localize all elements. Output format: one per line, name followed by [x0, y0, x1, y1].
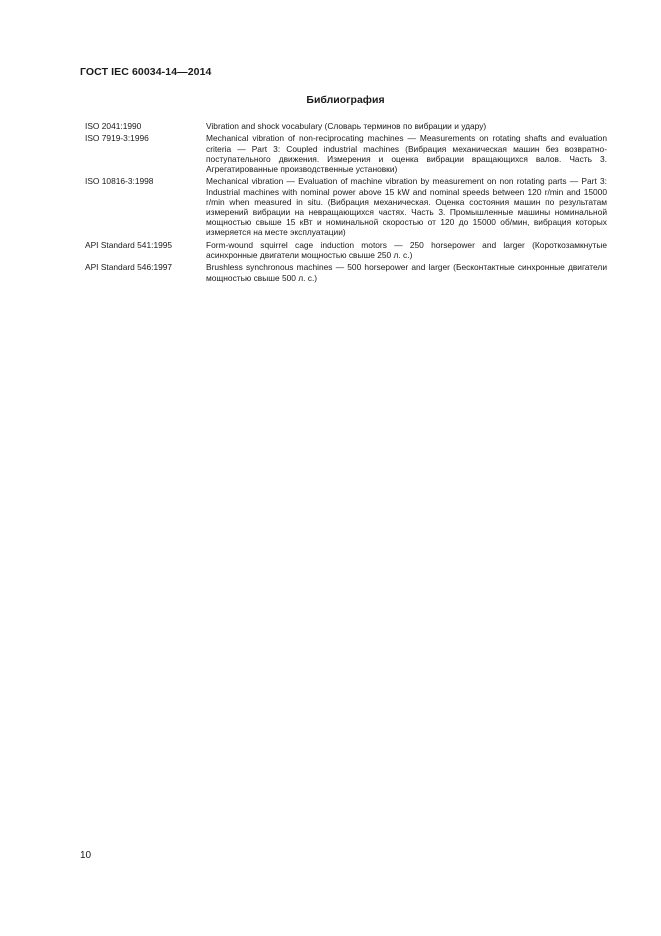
bibliography-entry: [85, 176, 607, 237]
bibliography-code: ISO 10816-3:1998: [85, 176, 154, 187]
bibliography-entry: [85, 262, 607, 282]
bibliography-code: API Standard 541:1995: [85, 239, 173, 250]
bibliography-description: Vibration and shock vocabulary (Словарь терминов по вибрации и удару): [206, 121, 487, 131]
page-number: 10: [80, 850, 92, 861]
bibliography-code: API Standard 546:1997: [85, 262, 173, 273]
bibliography-description: Mechanical vibration of non-reciprocating machines — Measurements on rotating shafts and evaluation criteria — Part 3: Coupled industrial machines (Вибрация механическая машин без возвратно-поступательного движения. Измерения и оценка вибрации вращающихся валов. Часть 3. Агрегатированные производственные установки): [206, 133, 607, 174]
section-title: Библиография: [306, 94, 385, 106]
bibliography-description: Brushless synchronous machines — 500 horsepower and larger (Бесконтактные синхронные двигатели мощностью свыше 500 л. с.): [206, 262, 607, 283]
bibliography-code: ISO 2041:1990: [85, 121, 142, 131]
bibliography-description: Mechanical vibration — Evaluation of machine vibration by measurement on non rotating parts — Part 3: Industrial machines with nominal power above 15 kW and nominal speeds between 120 r/min and 15000 r/min when measured in situ. (Вибрация механическая. Оценка состояния машин по результатам измерений вибрации на невращающихся частях. Часть 3. Промышленные машины номинальной мощностью свыше 15 кВт и номинальной скоростью от 120 до 15000 об/мин, вибрация которых измеряется на месте эксплуатации): [206, 176, 607, 238]
bibliography-list: [85, 121, 607, 285]
bibliography-entry: [85, 240, 607, 260]
bibliography-description: Form-wound squirrel cage induction motors — 250 horsepower and larger (Короткозамкнутые асинхронные двигатели мощностью свыше 250 л. с.): [206, 239, 607, 260]
bibliography-code: ISO 7919-3:1996: [85, 133, 149, 144]
document-header: ГОСТ IEC 60034-14—2014: [80, 66, 212, 78]
bibliography-entry: [85, 133, 607, 174]
bibliography-entry: [85, 121, 607, 131]
